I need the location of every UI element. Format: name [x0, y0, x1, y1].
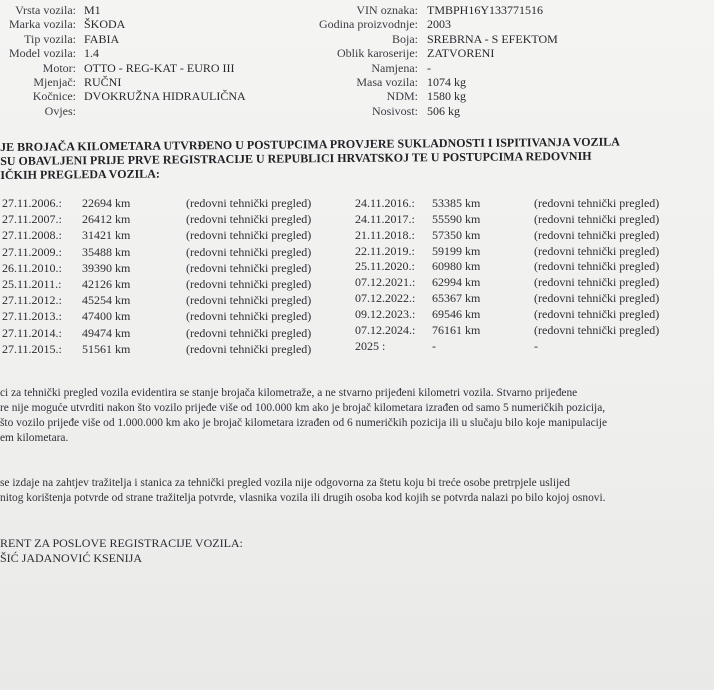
inspection-date: 27.11.2015.: — [2, 341, 62, 356]
inspection-date: 22.11.2019.: — [355, 243, 415, 258]
inspection-type: (redovni tehnički pregled) — [534, 227, 660, 242]
vehicle-field-value: TMBPH16Y133771516 — [427, 3, 544, 17]
inspection-type: (redovni tehnički pregled) — [534, 211, 660, 226]
inspection-type: (redovni tehnički pregled) — [534, 275, 660, 290]
odometer-reading: 57350 km — [432, 227, 481, 242]
vehicle-field-value: 2003 — [427, 17, 451, 32]
paragraph-line: ci za tehnički pregled vozila evidentira se stanje brojača kilometraže, a ne stvarno prijeđeni kilometri vozila. Stvarno prijeđene — [0, 387, 578, 399]
vehicle-field-value: 1.4 — [84, 46, 99, 61]
vehicle-field-label: Mjenjač: — [33, 75, 76, 89]
odometer-reading: 62994 km — [432, 275, 481, 290]
inspection-type: (redovni tehnički pregled) — [186, 309, 312, 324]
disclaimer-paragraph — [0, 386, 714, 446]
inspection-date: 21.11.2018.: — [355, 227, 415, 242]
vehicle-field-value: RUČNI — [84, 75, 122, 89]
vehicle-field-value: OTTO - REG-KAT - EURO III — [84, 60, 235, 75]
inspection-date: 27.11.2009.: — [2, 244, 62, 259]
vehicle-field-label: VIN oznaka: — [356, 3, 418, 17]
paragraph-line: re nije moguće utvrditi nakon što vozilo prijeđe više od 100.000 km ako je brojač kilometara izrađen od samo 5 numeričkih pozicija, — [0, 402, 606, 414]
signatory-name: ŠIĆ JADANOVIĆ KSENIJA — [0, 550, 143, 565]
vehicle-field-value: DVOKRUŽNA HIDRAULIČNA — [84, 89, 246, 104]
mileage-row — [0, 323, 714, 337]
signature-block — [0, 536, 243, 565]
mileage-row — [0, 244, 714, 258]
inspection-type: (redovni tehnički pregled) — [186, 341, 312, 356]
vehicle-field-value: - — [427, 60, 431, 75]
vehicle-field-value: 506 kg — [427, 103, 460, 118]
odometer-reading: 45254 km — [82, 293, 131, 308]
mileage-section-heading — [0, 134, 700, 182]
vehicle-field-label: Kočnice: — [32, 89, 76, 104]
odometer-reading: 59199 km — [432, 243, 481, 258]
inspection-type: (redovni tehnički pregled) — [186, 293, 312, 308]
department-title: RENT ZA POSLOVE REGISTRACIJE VOZILA: — [0, 536, 243, 550]
inspection-date: 09.12.2023.: — [355, 306, 416, 321]
inspection-type: (redovni tehnički pregled) — [186, 196, 312, 210]
mileage-row — [0, 275, 714, 289]
inspection-type: (redovni tehnički pregled) — [534, 259, 660, 274]
heading-line: IČKIH PREGLEDA VOZILA: — [0, 166, 160, 182]
paragraph-line: nitog korištenja potvrde od strane tražitelja potvrde, vlasnika vozila ili drugih osoba kod kojih se potvrda nalazi po bilo kojoj osnovi. — [0, 492, 606, 504]
inspection-date: 2025 : — [355, 338, 386, 353]
vehicle-field-value: SREBRNA - S EFEKTOM — [427, 31, 558, 46]
heading-line: JE BROJAČA KILOMETARA UTVRĐENO U POSTUPCIMA PROVJERE SUKLADNOSTI I ISPITIVANJA VOZILA — [0, 134, 620, 154]
inspection-date: 24.11.2016.: — [355, 196, 415, 210]
odometer-reading: 51561 km — [82, 341, 131, 356]
odometer-reading: 31421 km — [82, 228, 131, 243]
inspection-type: (redovni tehnički pregled) — [186, 325, 312, 340]
inspection-date: 27.11.2012.: — [2, 293, 62, 308]
inspection-type: (redovni tehnički pregled) — [186, 260, 312, 275]
odometer-reading: 47400 km — [82, 309, 131, 324]
inspection-date: 25.11.2020.: — [355, 259, 415, 274]
odometer-reading: 60980 km — [432, 259, 481, 274]
inspection-date: 27.11.2006.: — [2, 196, 62, 210]
inspection-date: 07.12.2022.: — [355, 291, 416, 306]
vehicle-field-label: Nosivost: — [371, 103, 418, 118]
vehicle-field-label: Masa vozila: — [356, 75, 418, 89]
vehicle-field-label: Tip vozila: — [24, 31, 76, 46]
heading-line: SU OBAVLJENI PRIJE PRVE REGISTRACIJE U REPUBLICI HRVATSKOJ TE U POSTUPCIMA REDOVNIH — [0, 148, 592, 168]
inspection-date: 27.11.2007.: — [2, 212, 62, 227]
inspection-type: (redovni tehnički pregled) — [534, 306, 660, 321]
odometer-reading: 76161 km — [432, 322, 481, 337]
inspection-date: 25.11.2011.: — [2, 277, 62, 291]
odometer-reading: 26412 km — [82, 212, 131, 227]
paragraph-line: što vozilo prijeđe više od 1.000.000 km ako je brojač kilometara izrađen od 6 numeričkih pozicija ili u slučaju bilo koje manipulacije — [0, 417, 608, 429]
mileage-row — [0, 196, 714, 210]
vehicle-field-value: M1 — [84, 3, 101, 17]
odometer-reading: 39390 km — [82, 260, 131, 275]
vehicle-field-value: 1580 kg — [427, 89, 466, 104]
odometer-reading: 42126 km — [82, 277, 131, 291]
inspection-type: (redovni tehnički pregled) — [186, 277, 312, 291]
vehicle-field-value: ŠKODA — [84, 17, 126, 32]
paragraph-line: em kilometara. — [0, 432, 69, 444]
vehicle-field-label: Oblik karoserije: — [337, 46, 418, 61]
inspection-type: (redovni tehnički pregled) — [186, 244, 312, 259]
vehicle-field-label: Marka vozila: — [9, 17, 76, 32]
vehicle-field-label: Boja: — [392, 31, 418, 46]
vehicle-field-label: NDM: — [386, 89, 418, 104]
inspection-type: (redovni tehnički pregled) — [534, 196, 660, 210]
mileage-row — [0, 339, 714, 353]
inspection-type: (redovni tehnički pregled) — [186, 228, 312, 243]
odometer-reading: 53385 km — [432, 196, 481, 210]
inspection-date: 27.11.2008.: — [2, 228, 62, 243]
inspection-date: 24.11.2017.: — [355, 211, 415, 226]
mileage-row — [0, 306, 714, 324]
mileage-row — [0, 291, 714, 308]
inspection-type: (redovni tehnički pregled) — [186, 212, 312, 227]
vehicle-field-label: Godina proizvodnje: — [319, 17, 418, 32]
liability-paragraph — [0, 476, 714, 506]
mileage-row — [0, 259, 714, 273]
inspection-type: (redovni tehnički pregled) — [534, 322, 660, 337]
odometer-reading: 49474 km — [82, 325, 131, 340]
odometer-reading: - — [432, 338, 436, 353]
inspection-date: 07.12.2021.: — [355, 275, 416, 290]
inspection-type: (redovni tehnički pregled) — [534, 243, 660, 258]
odometer-reading: 65367 km — [432, 291, 481, 306]
inspection-date: 27.11.2014.: — [2, 325, 62, 340]
inspection-date: 26.11.2010.: — [2, 260, 62, 275]
vehicle-field-label: Ovjes: — [44, 103, 76, 118]
mileage-row — [0, 228, 714, 242]
inspection-type: - — [534, 338, 538, 353]
vehicle-field-value: ZATVORENI — [427, 46, 495, 61]
inspection-date: 07.12.2024.: — [355, 322, 416, 337]
inspection-date: 27.11.2013.: — [2, 309, 62, 324]
odometer-reading: 69546 km — [432, 306, 481, 321]
vehicle-field-value: 1074 kg — [427, 75, 466, 89]
vehicle-field-label: Motor: — [42, 60, 76, 75]
odometer-reading: 22694 km — [82, 196, 131, 210]
odometer-reading: 55590 km — [432, 211, 481, 226]
vehicle-field-label: Namjena: — [371, 60, 418, 75]
inspection-type: (redovni tehnički pregled) — [534, 291, 660, 306]
vehicle-field-label: Model vozila: — [9, 46, 76, 61]
odometer-reading: 35488 km — [82, 244, 131, 259]
paragraph-line: se izdaje na zahtjev tražitelja i stanica za tehnički pregled vozila nije odgovorna za štetu koju bi treće osobe pretrpjele uslijed — [0, 477, 570, 489]
mileage-row — [0, 212, 714, 226]
vehicle-field-value: FABIA — [84, 31, 120, 46]
vehicle-field-label: Vrsta vozila: — [15, 3, 76, 17]
